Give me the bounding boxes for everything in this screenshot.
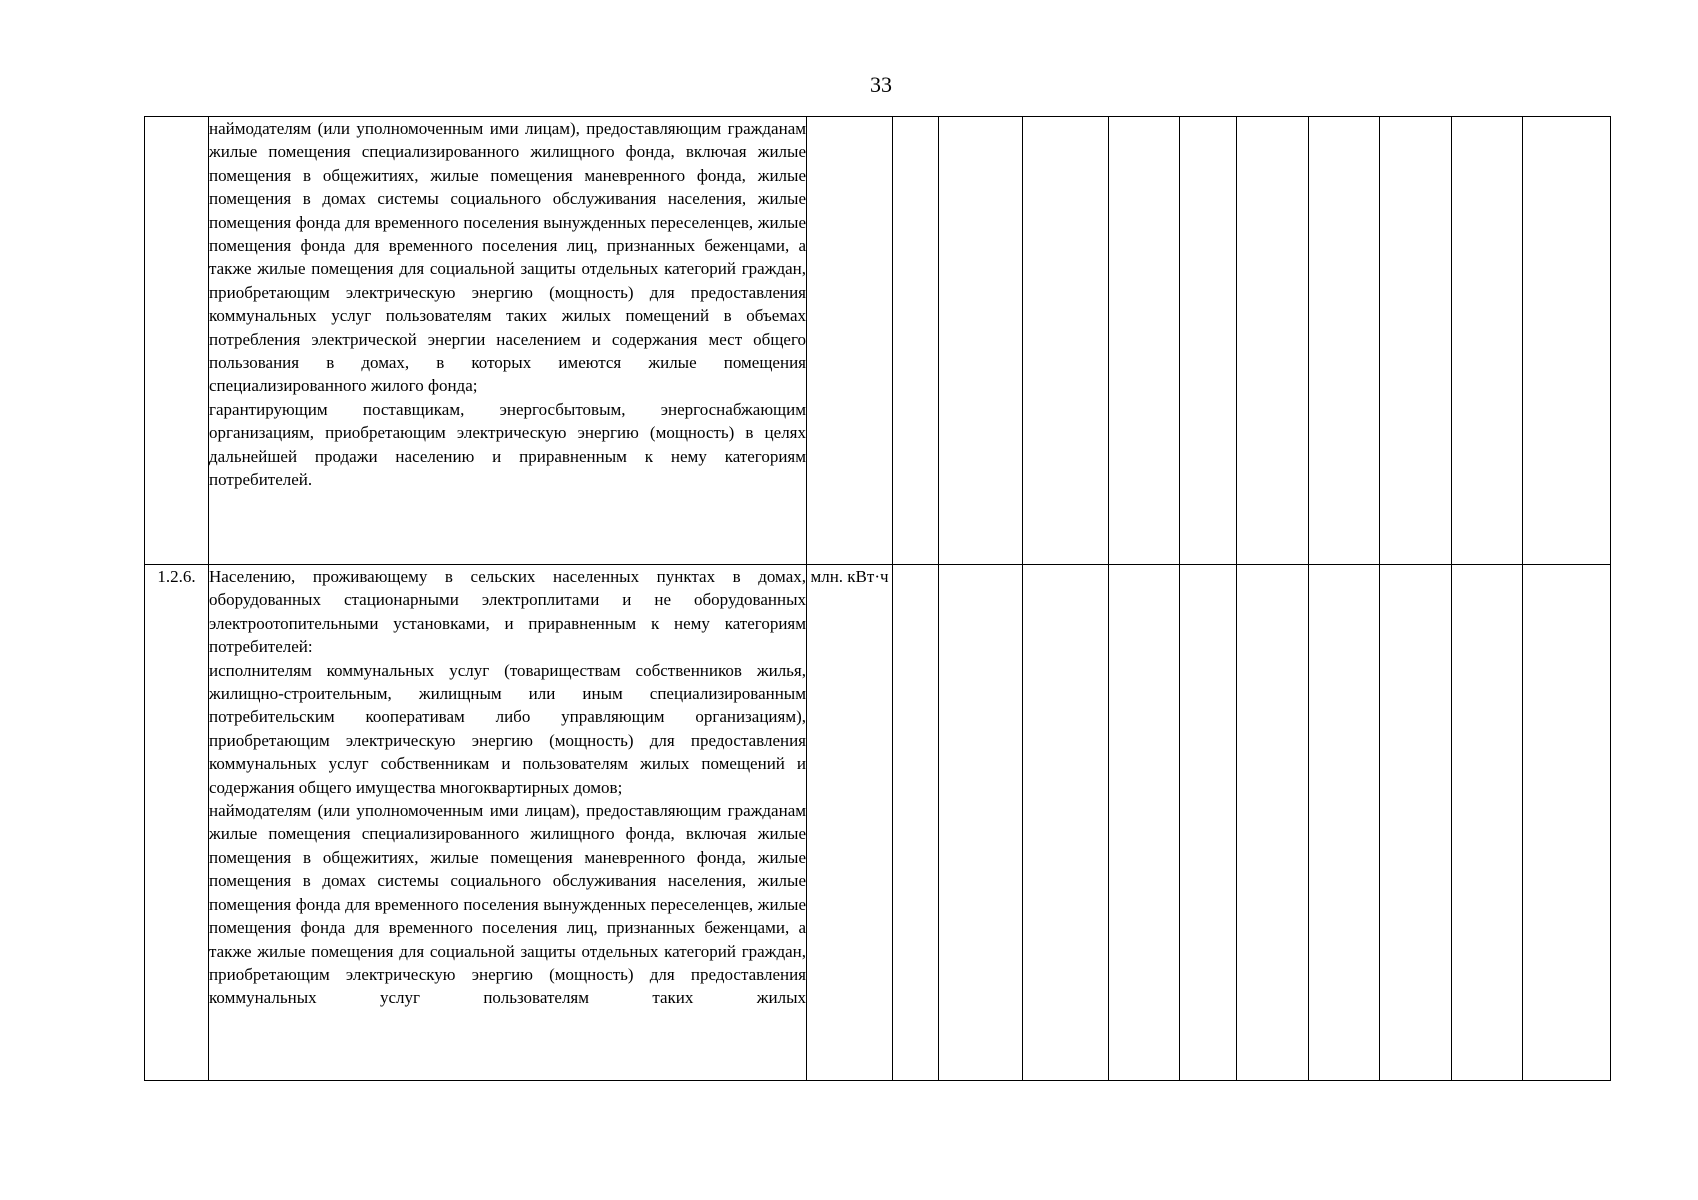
- value-cell: [1109, 117, 1180, 565]
- paragraph: исполнителям коммунальных услуг (товариществам собственников жилья, жилищно-строительным, жилищным или иным специализированным потребительским кооперативам либо управляющим организациям), приобретающим электрическую энергию (мощность) для предоставления коммунальных услуг собственникам и пользователям жилых помещений и содержания общего имущества многоквартирных домов;: [209, 660, 806, 797]
- value-cell: [1309, 565, 1380, 1081]
- row-number-cell: [145, 117, 209, 565]
- value-cell: [1380, 117, 1452, 565]
- value-cell: [893, 565, 939, 1081]
- unit-cell: [807, 117, 893, 565]
- value-cell: [1523, 117, 1611, 565]
- value-cell: [1309, 117, 1380, 565]
- value-cell: [1452, 565, 1523, 1081]
- value-cell: [1180, 117, 1237, 565]
- value-cell: [939, 117, 1023, 565]
- row-description-cell: [209, 565, 807, 1081]
- data-table: [144, 116, 1611, 1081]
- value-cell: [1023, 565, 1109, 1081]
- value-cell: [1180, 565, 1237, 1081]
- paragraph: наймодателям (или уполномоченным ими лицам), предоставляющим гражданам жилые помещения специализированного жилищного фонда, включая жилые помещения в общежитиях, жилые помещения маневренного фонда, жилые помещения в домах системы социального обслуживания населения, жилые помещения фонда для временного поселения вынужденных переселенцев, жилые помещения фонда для временного поселения лиц, признанных беженцами, а также жилые помещения для социальной защиты отдельных категорий граждан, приобретающим электрическую энергию (мощность) для предоставления коммунальных услуг пользователям таких жилых: [209, 801, 806, 1008]
- paragraph: наймодателям (или уполномоченным ими лицам), предоставляющим гражданам жилые помещения специализированного жилищного фонда, включая жилые помещения в общежитиях, жилые помещения маневренного фонда, жилые помещения в домах системы социального обслуживания населения, жилые помещения фонда для временного поселения вынужденных переселенцев, жилые помещения фонда для временного поселения лиц, признанных беженцами, а также жилые помещения для социальной защиты отдельных категорий граждан, приобретающим электрическую энергию (мощность) для предоставления коммунальных услуг пользователям таких жилых помещений в объемах потребления электрической энергии населением и содержания мест общего пользования в домах, в которых имеются жилые помещения специализированного жилого фонда;: [209, 119, 806, 396]
- paragraph: гарантирующим поставщикам, энергосбытовым, энергоснабжающим организациям, приобретающим электрическую энергию (мощность) в целях дальнейшей продажи населению и приравненным к нему категориям потребителей.: [209, 399, 806, 490]
- unit-cell: млн. кВт·ч: [807, 565, 893, 1081]
- value-cell: [939, 565, 1023, 1081]
- row-description-cell: [209, 117, 807, 565]
- table-row: [145, 117, 1611, 565]
- value-cell: [1452, 117, 1523, 565]
- paragraph: Населению, проживающему в сельских населенных пунктах в домах, оборудованных стационарными электроплитами и не оборудованных электроотопительными установками, и приравненным к нему категориям потребителей:: [209, 567, 806, 657]
- value-cell: [1023, 117, 1109, 565]
- value-cell: [1109, 565, 1180, 1081]
- value-cell: [1523, 565, 1611, 1081]
- value-cell: [1237, 117, 1309, 565]
- value-cell: [1237, 565, 1309, 1081]
- value-cell: [893, 117, 939, 565]
- table-row: [145, 565, 1611, 1081]
- row-number-cell: 1.2.6.: [145, 565, 209, 1081]
- page-number: 33: [870, 72, 892, 97]
- value-cell: [1380, 565, 1452, 1081]
